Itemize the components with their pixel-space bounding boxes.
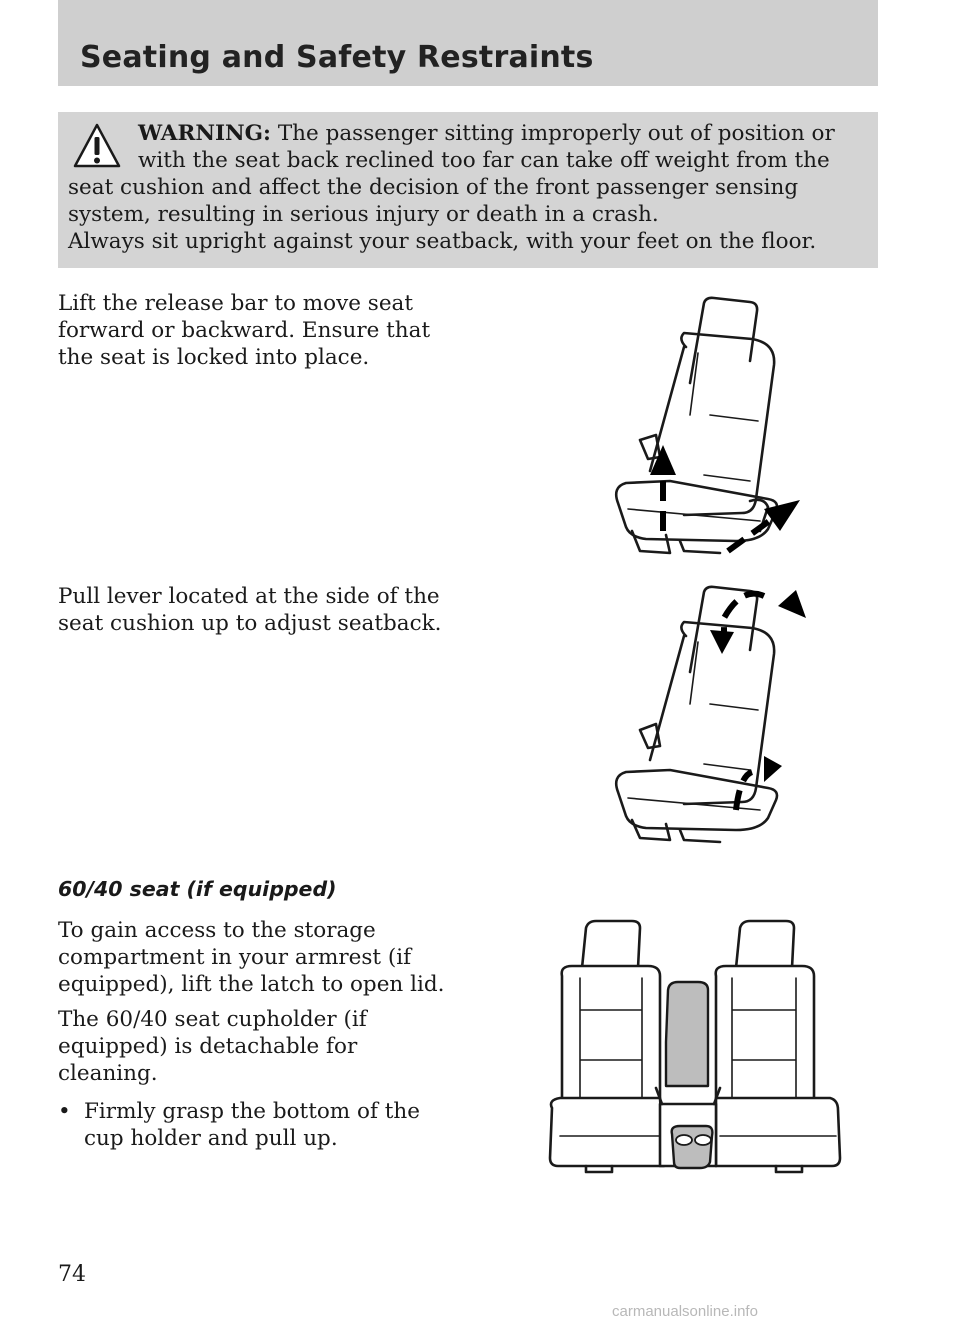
cupholder-line-1: The 60/40 seat cupholder (if xyxy=(58,1007,367,1032)
section-heading-60-40: 60/40 seat (if equipped) xyxy=(58,877,337,901)
storage-line-1: To gain access to the storage xyxy=(58,918,376,943)
warning-line-1: The passenger sitting improperly out of position or xyxy=(277,121,835,146)
seat-recline-line-1: Pull lever located at the side of the xyxy=(58,584,440,609)
bullet-line-2: cup holder and pull up. xyxy=(84,1126,338,1151)
seat-recline-line-2: seat cushion up to adjust seatback. xyxy=(58,611,442,636)
bullet-marker: • xyxy=(58,1099,71,1124)
warning-label: WARNING: xyxy=(138,121,271,146)
seat-slide-line-2: forward or backward. Ensure that xyxy=(58,318,431,343)
cupholder-line-2: equipped) is detachable for xyxy=(58,1034,358,1059)
page-number: 74 xyxy=(58,1262,86,1287)
seat-slide-text xyxy=(58,290,458,371)
cupholder-line-3: cleaning. xyxy=(58,1061,158,1086)
split-seat-illustration xyxy=(546,918,846,1178)
storage-text xyxy=(58,917,458,998)
seat-slide-line-1: Lift the release bar to move seat xyxy=(58,291,414,316)
storage-line-2: compartment in your armrest (if xyxy=(58,945,412,970)
storage-line-3: equipped), lift the latch to open lid. xyxy=(58,972,445,997)
warning-text xyxy=(68,120,860,255)
bullet-text xyxy=(84,1098,474,1152)
seat-recline-text xyxy=(58,583,458,637)
seat-slide-illustration xyxy=(600,295,820,565)
warning-line-3: seat cushion and affect the decision of the front passenger sensing xyxy=(68,175,799,200)
warning-line-5: Always sit upright against your seatback, with your feet on the floor. xyxy=(68,229,817,254)
watermark: carmanualsonline.info xyxy=(612,1303,758,1320)
seat-slide-line-3: the seat is locked into place. xyxy=(58,345,370,370)
cupholder-text xyxy=(58,1006,458,1087)
page-title: Seating and Safety Restraints xyxy=(80,40,594,75)
warning-line-4: system, resulting in serious injury or death in a crash. xyxy=(68,202,659,227)
warning-box xyxy=(58,112,878,268)
bullet-line-1: Firmly grasp the bottom of the xyxy=(84,1099,420,1124)
warning-line-2: with the seat back reclined too far can take off weight from the xyxy=(138,148,830,173)
seat-recline-illustration xyxy=(600,580,820,850)
